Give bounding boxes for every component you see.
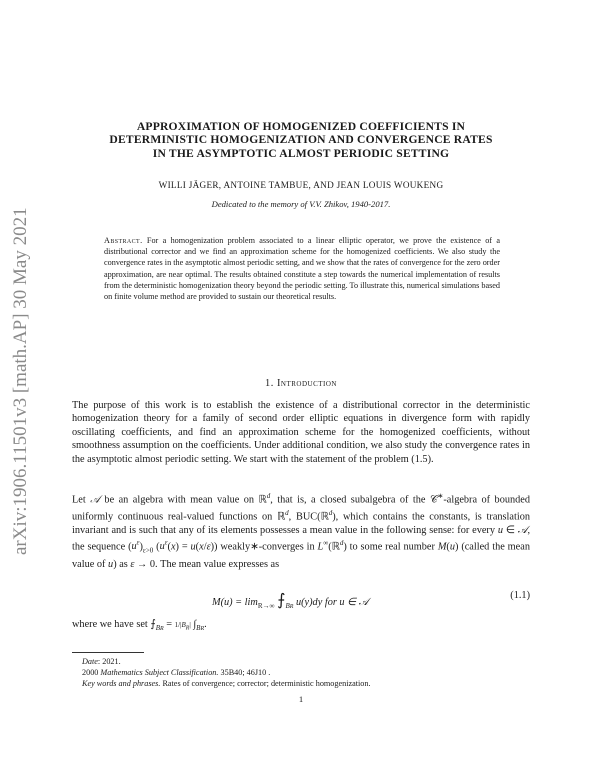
footnote-keywords: Key words and phrases. Rates of convergence; corrector; deterministic homogenization. [82,679,371,689]
section-number: 1. [265,378,274,389]
dedication: Dedicated to the memory of V.V. Zhikov, 1940-2017. [211,199,391,209]
section-title: Introduction [276,378,337,389]
equation-number: (1.1) [510,590,530,601]
footnote-date: Date: 2021. [82,657,121,666]
authors: WILLI JÄGER, ANTOINE TAMBUE, AND JEAN LOUIS WOUKENG [158,180,444,190]
footnotes [72,656,530,690]
page-number: 1 [298,694,304,704]
abstract-text: For a homogenization problem associated to a linear elliptic operator, we prove the existence of a distributional corrector and we find an approximation scheme for the homogenized coefficients. We also study the convergence rates in the asymptotic almost periodic setting, and we show that the rates of convergence for the zero order approximation, are near optimal. The results obtained constitute a step towards the numerical implementation of results from the deterministic homogenization theory beyond the periodic setting. To illustrate this, numerical simulations based on finite volume method are provided to sustain our theoretical results. [104,236,500,302]
arxiv-stamp [6,0,34,776]
title-line: DETERMINISTIC HOMOGENIZATION AND CONVERGENCE RATES [109,133,493,147]
title-line: APPROXIMATION OF HOMOGENIZED COEFFICIENTS IN [136,120,466,133]
where-clause: where we have set $⨍_{BR} = 1/|B_R|$ $\int_{BR}$. [72,619,207,633]
equation-body: $M(u) = \lim_{R\to\infty}$ $⨍_{BR}$ u(y)dy for u ∈ 𝒜 [212,592,369,611]
footnote-rule [72,652,144,653]
abstract-label: Abstract. [104,236,143,245]
section-heading [72,378,530,389]
abstract [104,235,500,302]
intro-paragraph-2: Let 𝒜 be an algebra with mean value on ℝ$^d$, that is, a closed subalgebra of the 𝒞∗-algebra of bounded uniformly continuous real-valued functions on ℝ$^d$, BUC(ℝ$^d$), which contains the constants, is translation invariant and is such that any of its elements possesses a mean value in the following sense: for every u ∈ 𝒜, the sequence $(u^\varepsilon)_{\varepsilon>0}$ $(u^\varepsilon(x) = u(x/\varepsilon))$ weakly∗-converges in L∞(ℝ$^d$) to some real number M(u) (called the mean value of u) as ε → 0. The mean value expresses as [72,492,531,570]
equation-1-1 [72,586,530,616]
footnote-msc: 2000 Mathematics Subject Classification. 35B40; 46J10 . [82,668,271,678]
paper-title [72,120,530,160]
title-line: IN THE ASYMPTOTIC ALMOST PERIODIC SETTING [152,146,450,160]
intro-paragraph-1: The purpose of this work is to establish the existence of a distributional corrector in the deterministic homogenization theory for a family of second order elliptic equations in divergence form with rapidly oscillating coefficients, and find an approximation scheme for the homogenized coefficients, without smoothness assumption on the coefficients. Under additional condition, we also study the convergence rates in the asymptotic almost periodic setting. We start with the statement of the problem (1.5). [72,400,530,465]
arxiv-id-text: arXiv:1906.11501v3 [math.AP] 30 May 2021 [10,207,31,555]
